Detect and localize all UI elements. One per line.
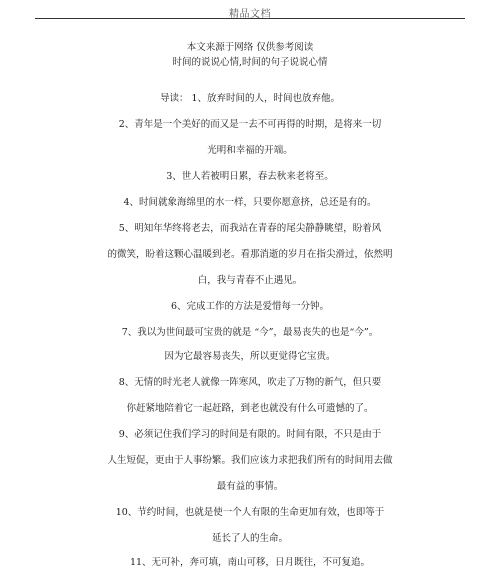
paragraph-line: 8、无情的时光老人就像一阵寒风，吹走了万物的新气，但只要: [118, 377, 382, 388]
paragraph-line: 光明和幸福的开端。: [207, 145, 293, 156]
paragraph-line: 人生短促，更由于人事纷繁。我们应该力求把我们所有的时间用去做: [107, 455, 393, 466]
header-divider: [35, 18, 465, 19]
paragraph-line: 5、明知年华终将老去，而我站在青春的尾尖静静眺望，盼着风: [118, 223, 382, 234]
paragraph-line: 11、无可补，奔可填，南山可移，日月既往，不可复追。: [129, 557, 371, 568]
paragraph-line: 2、青年是一个美好的而又是一去不可再得的时期，是将来一切: [118, 119, 382, 130]
paragraph-line: 7、我以为世间最可宝贵的就是 “今”，最易丧失的也是“今”。: [121, 327, 379, 338]
paragraph-line: 导读： 1、放弃时间的人，时间也放弃他。: [159, 93, 341, 104]
paragraph-line: 3、世人若被明日累，春去秋来老将至。: [166, 171, 334, 182]
paragraph-line: 白，我与青春不止遇见。: [197, 275, 303, 286]
page-header: [0, 0, 500, 20]
paragraph-line: 你赶紧地陪着它一起赶路，到老也就没有什么可遗憾的了。: [126, 403, 374, 414]
source-note: 本文来源于网络 仅供参考阅读: [186, 42, 314, 53]
paragraph-line: 的微笑，盼着这颗心温暖到老。看那消逝的岁月在指尖滑过，依然明: [107, 249, 393, 260]
paragraph-line: 6、完成工作的方法是爱惜每一分钟。: [170, 301, 330, 312]
document-title: 时间的说说心情,时间的句子说说心情: [172, 57, 328, 68]
paragraph-line: 最有益的事情。: [216, 481, 284, 492]
header-title: 精品文档: [229, 9, 271, 20]
paragraph-line: 延长了人的生命。: [211, 533, 288, 544]
paragraph-line: 因为它最容易丧失，所以更觉得它宝贵。: [164, 351, 336, 362]
paragraph-line: 9、必须记住我们学习的时间是有限的。时间有限，不只是由于: [118, 429, 382, 440]
paragraph-line: 10、节约时间，也就是使一个人有限的生命更加有效，也即等于: [115, 507, 385, 518]
paragraph-line: 4、时间就象海绵里的水一样，只要你愿意挤，总还是有的。: [123, 197, 377, 208]
